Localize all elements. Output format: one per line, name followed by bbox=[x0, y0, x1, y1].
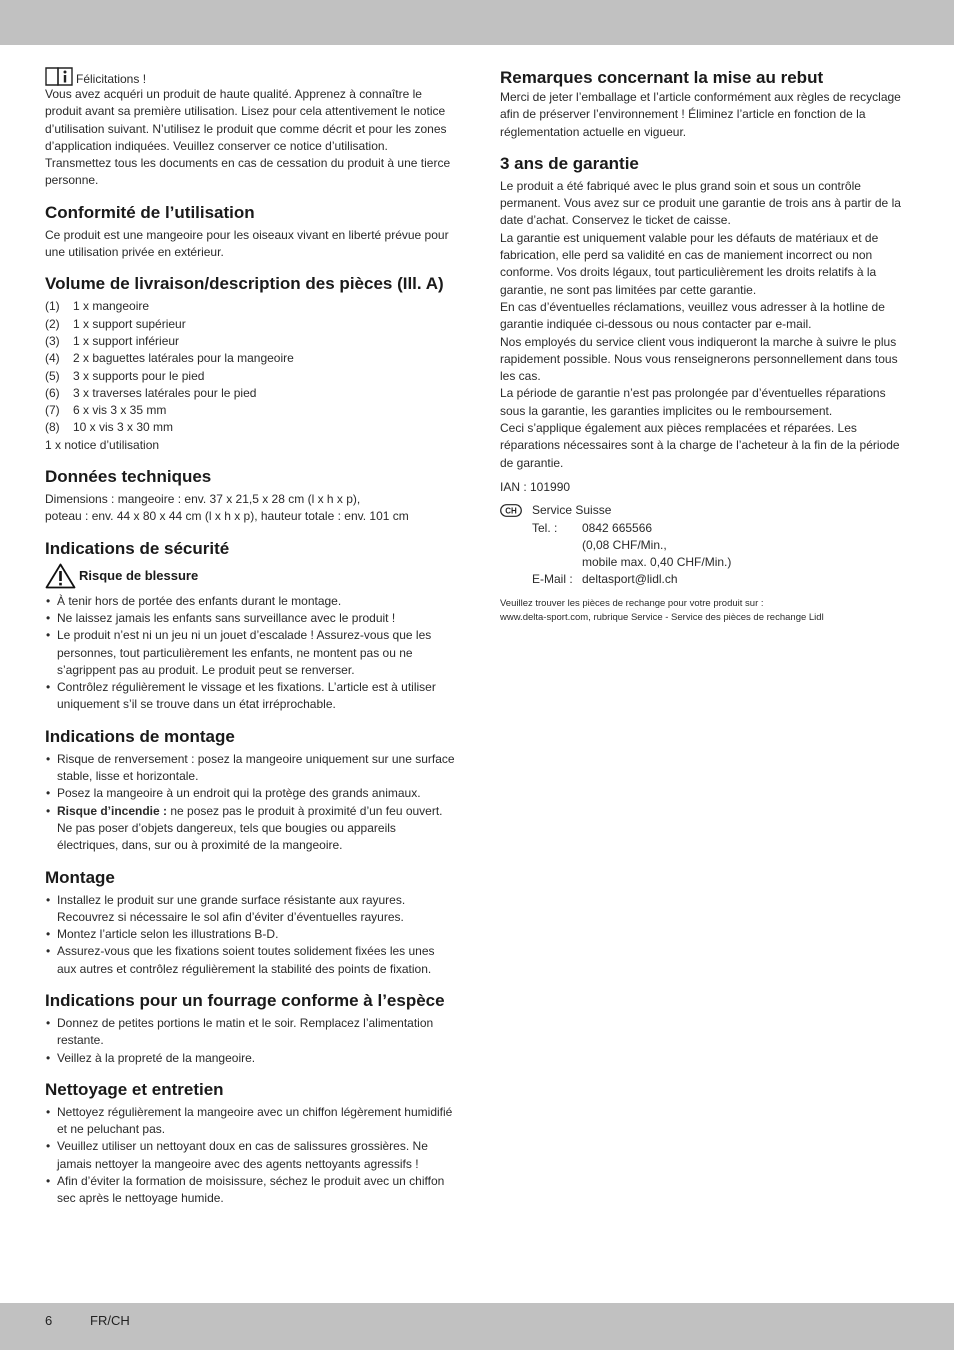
warranty-paragraph: Ceci s’applique également aux pièces remplacées et réparées. Les réparations nécessaires sont à la charge de l’acheteur à la fin de la période de garantie. bbox=[500, 421, 900, 470]
book-info-icon bbox=[45, 66, 73, 86]
assembly-title: Montage bbox=[45, 867, 115, 887]
cleaning-title: Nettoyage et entretien bbox=[45, 1079, 224, 1099]
technical-line-2: poteau : env. 44 x 80 x 44 cm (l x h x p), hauteur totale : env. 101 cm bbox=[45, 509, 409, 524]
parts-list bbox=[45, 298, 457, 436]
list-item: • Assurez-vous que les fixations soient toutes solidement fixées les unes aux autres et contrôlez régulièrement la stabilité des points de fixation. bbox=[46, 944, 435, 976]
feeding-section bbox=[45, 989, 457, 1067]
intro-header bbox=[45, 66, 457, 86]
service-rate-row bbox=[500, 554, 910, 571]
assembly-notes-title: Indications de montage bbox=[45, 726, 235, 746]
list-item: • Afin d’éviter la formation de moisissure, séchez le produit avec un chiffon sec après le nettoyage humide. bbox=[46, 1174, 445, 1206]
delivery-title: Volume de livraison/description des pièces (Ill. A) bbox=[45, 274, 444, 294]
cleaning-list bbox=[45, 1104, 457, 1208]
safety-list bbox=[45, 593, 457, 714]
list-item: • Posez la mangeoire à un endroit qui la protège des grands animaux. bbox=[46, 786, 421, 801]
list-item: (4) 2 x baguettes latérales pour la mangeoire bbox=[45, 351, 294, 366]
fire-risk-label: Risque d’incendie : bbox=[57, 803, 168, 818]
list-item: (6) 3 x traverses latérales pour le pied bbox=[45, 385, 257, 400]
list-item: (2) 1 x support supérieur bbox=[45, 316, 186, 331]
list-item: • À tenir hors de portée des enfants durant le montage. bbox=[46, 593, 342, 608]
top-band bbox=[0, 0, 954, 45]
feeding-title: Indications pour un fourrage conforme à l’espèce bbox=[45, 990, 445, 1010]
list-item: (1) 1 x mangeoire bbox=[45, 299, 150, 314]
right-column bbox=[500, 66, 910, 625]
list-item: • Montez l’article selon les illustrations B-D. bbox=[46, 927, 279, 942]
warranty-paragraph: Le produit a été fabriqué avec le plus grand soin et sous un contrôle permanent. Vous avez sur ce produit une garantie de trois ans à partir de la date d’achat. Conservez le ticket de caisse. bbox=[500, 178, 901, 228]
service-rate-row bbox=[500, 537, 910, 554]
spare-parts-line-2: www.delta-sport.com, rubrique Service - Service des pièces de rechange Lidl bbox=[500, 611, 824, 623]
country-badge-icon bbox=[500, 504, 522, 517]
list-item: • Veillez à la propreté de la mangeoire. bbox=[46, 1050, 256, 1065]
list-item: • Le produit n’est ni un jeu ni un jouet d’escalade ! Assurez-vous que les personnes, tout particulièrement les enfants, ne montent pas ou ne s’agrippent pas au produit. Le produit peut se renverser. bbox=[46, 628, 432, 677]
warranty-paragraph: Nos employés du service client vous indiqueront la marche à suivre le plus rapidement possible. Nous vous renseignerons personnellement dans tous les cas. bbox=[500, 334, 898, 384]
email-address: deltasport@lidl.ch bbox=[582, 572, 678, 587]
conformity-section bbox=[45, 201, 457, 262]
delivery-section bbox=[45, 272, 457, 454]
technical-line-1: Dimensions : mangeoire : env. 37 x 21,5 x 28 cm (l x h x p), bbox=[45, 492, 361, 507]
delivery-extra: 1 x notice d’utilisation bbox=[45, 437, 160, 452]
disposal-title: Remarques concernant la mise au rebut bbox=[500, 68, 824, 87]
warranty-paragraph: La période de garantie n’est pas prolongée par d’éventuelles réparations sous la garantie, les garanties implicites ou le remboursement. bbox=[500, 386, 886, 418]
list-item: • Donnez de petites portions le matin et le soir. Remplacez l’alimentation restante. bbox=[46, 1015, 434, 1048]
list-item: (8) 10 x vis 3 x 30 mm bbox=[45, 420, 174, 435]
assembly-notes-list bbox=[45, 751, 457, 855]
country-badge-text: CH bbox=[505, 506, 517, 516]
language-code: FR/CH bbox=[90, 1313, 130, 1328]
safety-title: Indications de sécurité bbox=[45, 538, 230, 558]
intro-text: Vous avez acquéri un produit de haute qualité. Apprenez à connaître le produit avant sa première utilisation. Lisez pour cela attentivement le notice d’utilisation suivant. N’utilisez le produit que comme décrit et pour les zones d’application indiquées. Veuillez conserver ce notice d’utilisation. Transmettez tous les documents en cas de cessation du produit à une tierce personne. bbox=[45, 87, 451, 188]
bottom-band bbox=[0, 1303, 954, 1350]
list-item: (5) 3 x supports pour le pied bbox=[45, 368, 205, 383]
list-item: • Nettoyez régulièrement la mangeoire avec un chiffon légèrement humidifié et ne peluchant pas. bbox=[46, 1104, 453, 1137]
service-email-row bbox=[500, 571, 910, 588]
list-item: • Contrôlez régulièrement le vissage et les fixations. L’article est à utiliser uniquement s’il se trouve dans un état irréprochable. bbox=[46, 680, 436, 712]
list-item: • Risque d’incendie : ne posez pas le produit à proximité d’un feu ouvert. Ne pas poser d’objets dangereux, tels que bougies ou appareils électriques, dans, sur ou à proximité de la mangeoire. bbox=[46, 803, 443, 853]
tel-number: 0842 665566 bbox=[582, 520, 653, 535]
list-item: • Veuillez utiliser un nettoyant doux en cas de salissures grossières. Ne jamais nettoyer la mangeoire avec des agents nettoyants agressifs ! bbox=[46, 1139, 428, 1171]
conformity-title: Conformité de l’utilisation bbox=[45, 202, 255, 222]
warranty-section bbox=[500, 152, 910, 496]
warning-triangle-icon bbox=[45, 563, 76, 589]
list-item: • Risque de renversement : posez la mangeoire uniquement sur une surface stable, lisse et horizontale. bbox=[46, 751, 455, 784]
spare-parts-line-1: Veuillez trouver les pièces de rechange pour votre produit sur : bbox=[500, 597, 764, 609]
page-number: 6 bbox=[45, 1313, 53, 1328]
warranty-title: 3 ans de garantie bbox=[500, 153, 639, 173]
warranty-paragraph: La garantie est uniquement valable pour les défauts de matériaux et de fabrication, elle perd sa validité en cas de maniement incorrect ou non conforme. Vos droits légaux, tout particulièrement les droits relatifs à la garantie, ne sont pas limitées par cette garantie. bbox=[500, 230, 879, 297]
conformity-text: Ce produit est une mangeoire pour les oiseaux vivant en liberté prévue pour une utilisation privée en extérieur. bbox=[45, 227, 449, 260]
cleaning-section bbox=[45, 1078, 457, 1208]
tel-label: Tel. : bbox=[532, 520, 558, 535]
service-name: Service Suisse bbox=[532, 503, 612, 518]
assembly-list bbox=[45, 892, 457, 978]
warranty-paragraph: En cas d’éventuelles réclamations, veuillez vous adresser à la hotline de garantie indiquée ci-dessous ou nous contacter par e-mail. bbox=[500, 299, 885, 332]
warning-label: Risque de blessure bbox=[79, 568, 199, 584]
list-item: (3) 1 x support inférieur bbox=[45, 333, 180, 348]
intro-section bbox=[45, 66, 457, 190]
left-column bbox=[45, 66, 457, 1208]
intro-heading: Félicitations ! bbox=[76, 72, 147, 86]
assembly-section bbox=[45, 866, 457, 978]
feeding-list bbox=[45, 1015, 457, 1067]
rate-line-1: (0,08 CHF/Min., bbox=[582, 537, 667, 552]
ian-number: IAN : 101990 bbox=[500, 479, 571, 494]
disposal-text: Merci de jeter l’emballage et l’article conformément aux règles de recyclage afin de préserver l’environnement ! Éliminez l’article en fonction de la réglementation actuelle en vigueur. bbox=[500, 90, 901, 139]
list-item: • Ne laissez jamais les enfants sans surveillance avec le produit ! bbox=[46, 610, 396, 625]
safety-section bbox=[45, 537, 457, 714]
service-header bbox=[500, 502, 910, 519]
technical-section bbox=[45, 465, 457, 526]
technical-title: Données techniques bbox=[45, 467, 212, 487]
service-block bbox=[500, 502, 910, 588]
disposal-section bbox=[500, 66, 910, 141]
assembly-notes-section bbox=[45, 725, 457, 855]
warning-block bbox=[45, 563, 457, 589]
spare-parts-note bbox=[500, 597, 910, 625]
rate-line-2: mobile max. 0,40 CHF/Min.) bbox=[582, 555, 732, 570]
email-label: E-Mail : bbox=[532, 572, 573, 587]
list-item: • Installez le produit sur une grande surface résistante aux rayures. Recouvrez si nécessaire le sol afin d’éviter d’éventuelles rayures. bbox=[46, 892, 406, 924]
service-tel-row bbox=[500, 520, 910, 537]
list-item: (7) 6 x vis 3 x 35 mm bbox=[45, 403, 167, 418]
